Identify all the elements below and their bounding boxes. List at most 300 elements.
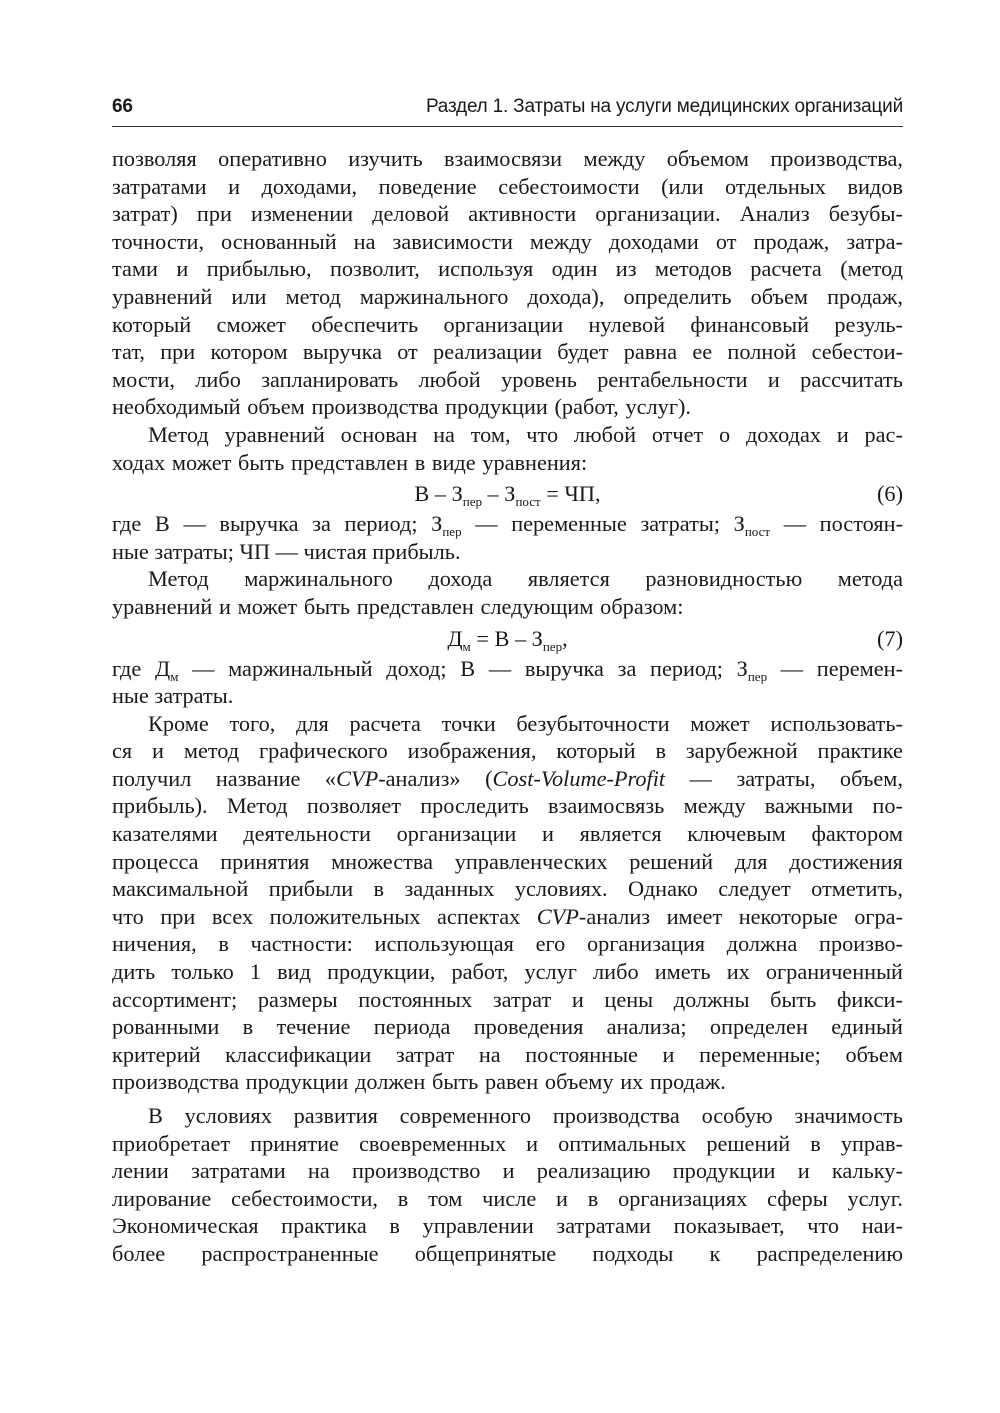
word: в: [414, 449, 426, 475]
word: и: [767, 366, 780, 392]
paragraph-2: [112, 421, 903, 476]
definition-text: где Д: [112, 655, 171, 681]
word: маржинального: [244, 566, 393, 592]
text-line: [112, 986, 903, 1014]
word: максимальной: [112, 876, 249, 902]
word: процесса: [112, 848, 199, 874]
word: либо: [593, 959, 639, 985]
word: тат,: [112, 339, 145, 365]
word: организациях: [618, 1185, 748, 1211]
word: произво-: [819, 931, 903, 957]
word: использовать-: [770, 710, 903, 736]
running-header: [112, 96, 903, 127]
word: управлении: [422, 1213, 534, 1239]
definition-6-text: [112, 510, 903, 538]
paragraph-7: [112, 1102, 903, 1268]
word: себестои-: [811, 339, 903, 365]
word: значимость: [794, 1103, 903, 1128]
word: частности:: [250, 931, 353, 957]
word: мости,: [112, 366, 175, 392]
text-line: [112, 421, 903, 449]
word: любой: [573, 421, 637, 447]
word: казателями: [112, 821, 218, 847]
word: общепринятые: [414, 1240, 557, 1266]
word: любой: [418, 366, 481, 392]
word: быть: [770, 986, 817, 1012]
paragraph-6-cvp-line-2: [112, 903, 903, 931]
word: управленческих: [454, 848, 608, 874]
definition-text: — перемен-: [767, 655, 903, 681]
term-cvp: CVP: [336, 765, 379, 791]
word: подходы: [592, 1240, 674, 1266]
word: для: [734, 848, 768, 874]
word: В: [148, 1103, 163, 1128]
paragraph-4: [112, 565, 903, 620]
definition-text: — постоян-: [770, 511, 903, 537]
text-line: [112, 792, 903, 820]
text-line: [112, 173, 903, 201]
definition-subscript: м: [170, 668, 179, 684]
word: того,: [229, 710, 276, 736]
word: кальку-: [831, 1158, 903, 1184]
word: доходами,: [261, 173, 358, 199]
word: в: [397, 1185, 409, 1211]
word: по-: [872, 793, 903, 819]
word: производства,: [770, 146, 903, 171]
word: может: [237, 593, 298, 619]
word: принятие: [250, 1130, 339, 1156]
word: расчета: [750, 256, 822, 282]
word: производство: [352, 1158, 481, 1184]
word: уравнений: [112, 593, 213, 619]
word: и: [526, 1130, 539, 1156]
word: является: [527, 566, 610, 592]
word: анализа;: [606, 1014, 687, 1040]
word: поведение: [378, 173, 477, 199]
word: услуг: [524, 959, 577, 985]
cvp-line-2-text: [112, 903, 903, 931]
text-run: что при всех положительных аспектах: [112, 903, 537, 929]
word: затрат: [492, 986, 552, 1012]
word: отдельных: [725, 173, 826, 199]
word: обеспечить: [311, 311, 419, 337]
word: развития: [293, 1103, 378, 1128]
formula-text: = В – З: [470, 625, 543, 651]
word: дохода: [428, 566, 493, 592]
word: деловой: [372, 201, 450, 227]
word: ходах: [112, 449, 166, 475]
word: быть: [303, 593, 351, 619]
text-line: [112, 1130, 903, 1158]
word: деятельности: [243, 821, 371, 847]
text-line: [112, 1102, 903, 1130]
word: резуль-: [834, 311, 903, 337]
text-line: [112, 593, 903, 621]
word: доходами: [608, 228, 699, 254]
definition-subscript: пост: [744, 524, 771, 540]
word: оперативно: [218, 146, 327, 171]
word: ее: [692, 339, 713, 365]
word: организации: [396, 821, 517, 847]
word: и: [556, 1185, 568, 1211]
word: ключевым: [687, 821, 786, 847]
word: выручка: [302, 339, 382, 365]
word: производства: [311, 394, 439, 420]
word: (работ,: [554, 394, 619, 420]
word: виде: [431, 449, 476, 475]
word: зависимости: [392, 228, 513, 254]
definition-subscript: пер: [747, 668, 768, 684]
word: том: [428, 1185, 463, 1211]
word: из: [615, 256, 637, 282]
word: объем: [845, 1041, 903, 1067]
word: маржинального: [359, 283, 509, 309]
word: разновидностью: [645, 566, 803, 592]
word: ограниченный: [765, 959, 903, 985]
word: и: [797, 1158, 810, 1184]
word: между: [583, 146, 646, 171]
word: рентабельности: [597, 366, 748, 392]
word: между: [683, 793, 746, 819]
word: фикси-: [836, 986, 903, 1012]
text-run: -анализ» (: [378, 765, 493, 791]
word: затрат): [112, 201, 178, 227]
word: условиях: [184, 1103, 272, 1128]
word: течение: [276, 1014, 351, 1040]
word: переменные;: [699, 1041, 821, 1067]
word: использующая: [374, 931, 514, 957]
word: Экономическая: [112, 1213, 259, 1239]
word: быть: [432, 1069, 479, 1095]
word: продаж,: [827, 283, 903, 309]
word: размеры: [257, 986, 338, 1012]
word: объем: [750, 283, 809, 309]
definition-7-line-1: [112, 655, 903, 683]
word: лении: [112, 1158, 169, 1184]
word: основанный: [221, 228, 337, 254]
word: запланировать: [261, 366, 399, 392]
word: определить: [623, 283, 732, 309]
word: (или: [661, 173, 704, 199]
word: уравнения:: [482, 449, 588, 475]
text-run: — затраты, объем,: [665, 765, 903, 791]
word: прибыль).: [112, 793, 208, 819]
word: практика: [281, 1213, 367, 1239]
word: наи-: [861, 1213, 903, 1239]
word: к: [709, 1240, 721, 1266]
paragraph-6-end: [112, 930, 903, 1096]
word: затратами: [112, 173, 207, 199]
formula-6-expression: [414, 478, 600, 510]
word: Кроме: [148, 710, 209, 736]
word: постоянных: [358, 986, 473, 1012]
word: от: [715, 228, 737, 254]
word: единый: [831, 1014, 903, 1040]
body-text: [112, 145, 903, 1268]
formula-subscript: пер: [462, 494, 482, 510]
text-line: [112, 1240, 903, 1268]
word: методов: [654, 256, 732, 282]
word: производства: [552, 1103, 680, 1128]
word: их: [620, 1069, 644, 1095]
word: и: [542, 821, 554, 847]
word: либо: [195, 366, 241, 392]
word: проследить: [420, 793, 529, 819]
word: полной: [727, 339, 797, 365]
word: вид: [277, 959, 311, 985]
word: сферы: [767, 1185, 828, 1211]
word: уровень: [501, 366, 577, 392]
word: и: [502, 1158, 515, 1184]
word: который: [112, 311, 192, 337]
word: образом:: [600, 593, 684, 619]
word: организации: [443, 311, 564, 337]
word: и: [228, 173, 241, 199]
word: продукции,: [327, 959, 436, 985]
word: показывает,: [673, 1213, 785, 1239]
word: реализацию: [536, 1158, 651, 1184]
word: графического: [259, 738, 388, 764]
word: достижения: [789, 848, 903, 874]
word: и: [152, 738, 164, 764]
definition-6-line-1: [112, 510, 903, 538]
word: должна: [726, 931, 798, 957]
definition-7-line-2: [112, 682, 903, 710]
word: представлен: [290, 449, 409, 475]
word: взаимосвязь: [548, 793, 665, 819]
word: равен: [484, 1069, 539, 1095]
word: Анализ: [739, 201, 810, 227]
word: продукции: [445, 394, 548, 420]
word: решений: [629, 848, 714, 874]
formula-subscript: пер: [542, 638, 563, 654]
word: определен: [709, 1014, 808, 1040]
word: множества: [331, 848, 434, 874]
formula-6: [112, 478, 903, 510]
word: и: [176, 256, 189, 282]
word: может: [690, 710, 750, 736]
word: его: [535, 931, 566, 957]
word: оптимальных: [558, 1130, 687, 1156]
term-cvp: CVP: [536, 903, 579, 929]
word: позволяет: [306, 793, 401, 819]
word: только: [171, 959, 234, 985]
word: более: [112, 1240, 166, 1266]
word: на: [433, 421, 455, 447]
word: расчета: [349, 710, 421, 736]
word: услуг).: [625, 394, 691, 420]
text-line: [112, 311, 903, 339]
word: продукции: [245, 1069, 349, 1095]
word: следует: [718, 876, 791, 902]
word: отметить,: [811, 876, 903, 902]
word: 1: [249, 959, 262, 985]
word: затратами: [191, 1158, 286, 1184]
word: уравнений: [224, 421, 325, 447]
word: изменении: [251, 201, 354, 227]
word: и: [836, 421, 849, 447]
formula-7-expression: [447, 623, 567, 655]
formula-text: ,: [562, 625, 568, 651]
word: реализации: [433, 339, 543, 365]
word: в: [218, 931, 229, 957]
text-line: [112, 875, 903, 903]
word: точки: [441, 710, 496, 736]
word: и: [662, 1041, 675, 1067]
word: том,: [470, 421, 511, 447]
text-run: -анализ имеет некоторые огра-: [578, 903, 903, 929]
term-cost-volume-profit: Cost-Volume-Profit: [492, 765, 666, 791]
word: финансовый: [690, 311, 810, 337]
formula-6-number: (6): [877, 481, 903, 507]
word: в: [242, 1014, 254, 1040]
word: приобретает: [112, 1130, 231, 1156]
paragraph-6-middle: [112, 792, 903, 902]
word: при: [196, 201, 232, 227]
book-page: [112, 96, 903, 1268]
word: может: [171, 449, 232, 475]
word: используя: [438, 256, 534, 282]
word: важными: [764, 793, 854, 819]
word: критерий: [112, 1041, 201, 1067]
word: продукции: [672, 1158, 776, 1184]
word: организация: [586, 931, 706, 957]
word: доходах: [745, 421, 822, 447]
word: будет: [557, 339, 609, 365]
text-line: [112, 1041, 903, 1069]
word: себестоимости,: [231, 1185, 378, 1211]
word: Метод: [226, 793, 288, 819]
definition-text: где В — выручка за период; З: [112, 511, 443, 537]
word: Метод: [148, 566, 209, 592]
word: точности,: [112, 228, 205, 254]
word: должны: [673, 986, 750, 1012]
word: отчет: [651, 421, 704, 447]
word: быть: [238, 449, 285, 475]
text-run: получил название «: [112, 765, 337, 791]
word: что: [526, 421, 559, 447]
word: от: [397, 339, 418, 365]
word: фактором: [811, 821, 903, 847]
word: производства: [112, 1069, 239, 1095]
word: в: [655, 738, 666, 764]
definition-subscript: пер: [442, 524, 462, 540]
text-line: [112, 930, 903, 958]
word: заданных: [404, 876, 495, 902]
definition-7-text: [112, 655, 903, 683]
word: и: [219, 593, 231, 619]
text-line: [112, 366, 903, 394]
word: организации.: [595, 201, 721, 227]
word: необходимый: [112, 394, 241, 420]
text-line: [112, 1068, 903, 1096]
word: периода: [373, 1014, 451, 1040]
word: видов: [847, 173, 903, 199]
word: их: [726, 959, 750, 985]
word: зарубежной: [685, 738, 798, 764]
word: проведения: [473, 1014, 584, 1040]
word: в: [810, 1130, 821, 1156]
word: объему: [544, 1069, 614, 1095]
text-line: [112, 1013, 903, 1041]
word: активности: [468, 201, 577, 227]
text-line: [112, 710, 903, 738]
word: практике: [817, 738, 903, 764]
word: затрат: [395, 1041, 455, 1067]
text-line: [112, 1212, 903, 1240]
word: который: [556, 738, 636, 764]
text-line: [112, 283, 903, 311]
word: рованными: [112, 1014, 220, 1040]
formula-text: – З: [481, 481, 516, 507]
text-line: [112, 1185, 903, 1213]
word: на: [307, 1158, 330, 1184]
definition-text: — переменные затраты; З: [461, 511, 745, 537]
word: позволит,: [329, 256, 420, 282]
word: своевременных: [358, 1130, 507, 1156]
word: сможет: [216, 311, 286, 337]
text-line: [112, 228, 903, 256]
section-title: Раздел 1. Затраты на услуги медицинских организаций: [425, 96, 903, 117]
paragraph-1: [112, 145, 903, 421]
word: и: [571, 986, 584, 1012]
word: изучить: [348, 146, 423, 171]
word: продаж,: [753, 228, 830, 254]
word: в: [587, 1185, 599, 1211]
text-line: [112, 565, 903, 593]
word: распространенные: [201, 1240, 379, 1266]
word: цены: [604, 986, 654, 1012]
word: затратами: [556, 1213, 651, 1239]
word: безубыточности: [516, 710, 670, 736]
text-line: [112, 848, 903, 876]
text-line: [112, 338, 903, 366]
definition-text: ные затраты.: [112, 683, 234, 709]
formula-text: Д: [447, 625, 463, 651]
word: представлен: [356, 593, 474, 619]
word: ся: [112, 738, 133, 764]
text-line: [112, 737, 903, 765]
text-line: [112, 449, 903, 477]
word: ничения,: [112, 931, 197, 957]
formula-7-number: (7): [877, 625, 903, 651]
word: на: [478, 1041, 501, 1067]
word: рассчитать: [800, 366, 903, 392]
word: прибылью,: [206, 256, 312, 282]
word: метод: [285, 283, 341, 309]
text-line: [112, 1157, 903, 1185]
word: изображения,: [407, 738, 537, 764]
word: Метод: [148, 421, 209, 447]
word: метода: [837, 566, 903, 592]
word: в: [373, 876, 385, 902]
word: особую: [701, 1103, 773, 1128]
formula-subscript: м: [462, 638, 471, 654]
word: лирование: [112, 1185, 212, 1211]
word: метод: [183, 738, 240, 764]
word: объемом: [666, 146, 750, 171]
word: что: [807, 1213, 840, 1239]
word: числе: [482, 1185, 537, 1211]
word: продаж.: [650, 1069, 726, 1095]
word: уравнений: [112, 283, 213, 309]
word: взаимосвязи: [444, 146, 563, 171]
word: Однако: [628, 876, 698, 902]
word: прибыли: [268, 876, 354, 902]
word: классификации: [225, 1041, 372, 1067]
formula-subscript: пост: [515, 494, 541, 510]
word: условиях.: [514, 876, 608, 902]
